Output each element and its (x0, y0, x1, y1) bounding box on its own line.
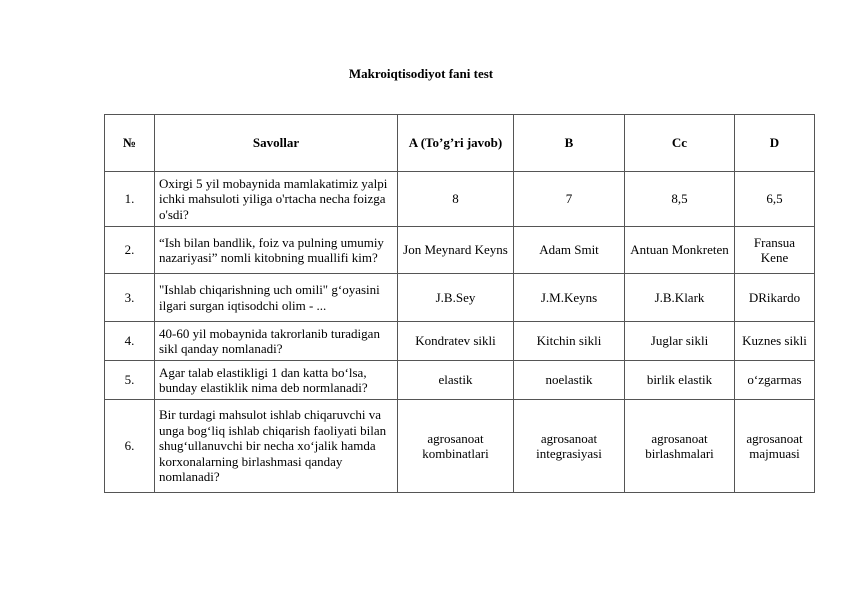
header-option-a: A (To’g’ri javob) (398, 115, 514, 172)
table-row (105, 400, 815, 493)
header-option-d: D (735, 115, 815, 172)
option-b: J.M.Keyns (514, 274, 625, 322)
option-b: agrosanoat integrasiyasi (514, 400, 625, 493)
question-text: Oxirgi 5 yil mobaynida mamlakatimiz yalpi ichki mahsuloti yiliga o'rtacha necha foizga o'sdi? (155, 172, 398, 227)
option-a: J.B.Sey (398, 274, 514, 322)
option-c: 8,5 (625, 172, 735, 227)
table-row (105, 172, 815, 227)
option-d: 6,5 (735, 172, 815, 227)
option-d: agrosanoat majmuasi (735, 400, 815, 493)
table-row (105, 274, 815, 322)
row-number: 6. (105, 400, 155, 493)
header-option-c: Cc (625, 115, 735, 172)
option-b: Adam Smit (514, 227, 625, 274)
row-number: 4. (105, 322, 155, 361)
page-title: Makroiqtisodiyot fani test (348, 66, 494, 81)
table-row (105, 227, 815, 274)
option-c: Antuan Monkreten (625, 227, 735, 274)
question-text: Bir turdagi mahsulot ishlab chiqaruvchi va unga bog‘liq ishlab chiqarish faoliyati bilan shug‘ullanuvchi bir necha xo‘jalik hamda korxonalarning birlashmasi qanday nomlanadi? (155, 400, 398, 493)
header-question: Savollar (155, 115, 398, 172)
option-a: Jon Meynard Keyns (398, 227, 514, 274)
option-a: 8 (398, 172, 514, 227)
option-a: elastik (398, 361, 514, 400)
row-number: 1. (105, 172, 155, 227)
option-c: J.B.Klark (625, 274, 735, 322)
option-a: Kondratev sikli (398, 322, 514, 361)
option-a: agrosanoat kombinatlari (398, 400, 514, 493)
test-table (104, 114, 815, 493)
option-c: agrosanoat birlashmalari (625, 400, 735, 493)
question-text: “Ish bilan bandlik, foiz va pulning umumiy nazariyasi” nomli kitobning muallifi kim? (155, 227, 398, 274)
table-row (105, 322, 815, 361)
header-number: № (105, 115, 155, 172)
question-text: "Ishlab chiqarishning uch omili" g‘oyasini ilgari surgan iqtisodchi olim - ... (155, 274, 398, 322)
option-d: DRikardo (735, 274, 815, 322)
option-d: Kuznes sikli (735, 322, 815, 361)
question-text: Agar talab elastikligi 1 dan katta bo‘lsa, bunday elastiklik nima deb normlanadi? (155, 361, 398, 400)
option-b: noelastik (514, 361, 625, 400)
header-row (105, 115, 815, 172)
option-d: Fransua Kene (735, 227, 815, 274)
option-b: Kitchin sikli (514, 322, 625, 361)
header-option-b: B (514, 115, 625, 172)
row-number: 3. (105, 274, 155, 322)
row-number: 5. (105, 361, 155, 400)
row-number: 2. (105, 227, 155, 274)
option-b: 7 (514, 172, 625, 227)
option-d: o‘zgarmas (735, 361, 815, 400)
option-c: birlik elastik (625, 361, 735, 400)
question-text: 40-60 yil mobaynida takrorlanib turadigan sikl qanday nomlanadi? (155, 322, 398, 361)
table-row (105, 361, 815, 400)
option-c: Juglar sikli (625, 322, 735, 361)
